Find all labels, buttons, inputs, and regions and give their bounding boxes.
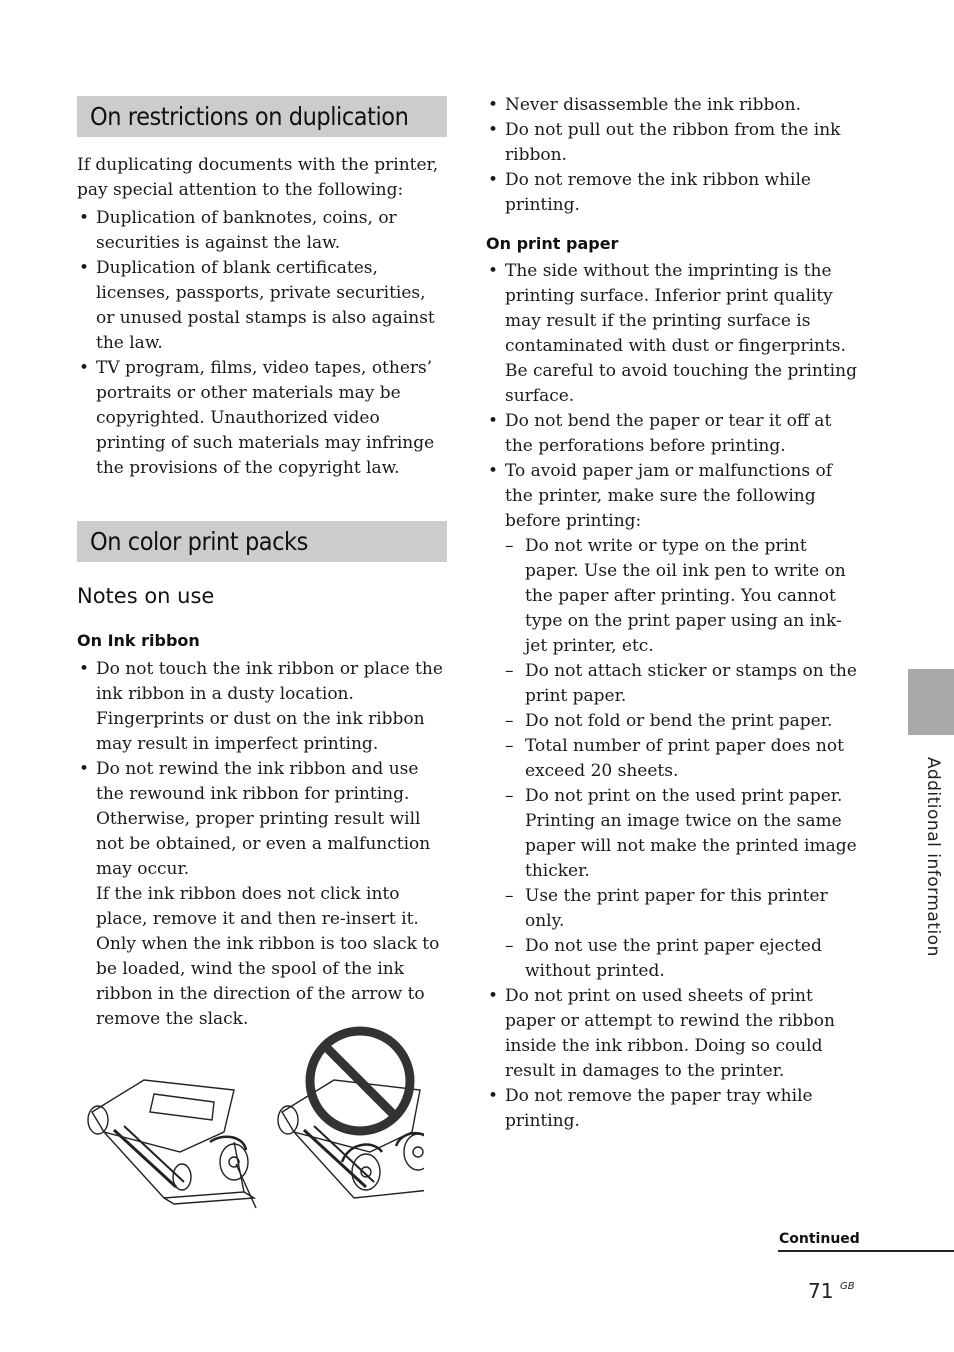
continued-rule (778, 1250, 954, 1252)
page-suffix: GB (840, 1281, 855, 1292)
section-title-color-packs: On color print packs (77, 521, 447, 562)
sub-list-item: – Do not print on the used print paper. Printing an image twice on the same paper will not make the printed image thicker. (505, 784, 860, 884)
ink-cartridge-ok-image (88, 1080, 256, 1208)
list-item: • Never disassemble the ink ribbon. (486, 93, 858, 118)
ink-cartridge-wrong-image (278, 1080, 424, 1198)
list-item: • Do not remove the ink ribbon while printing. (486, 168, 858, 218)
continued-label: Continued (779, 1231, 860, 1247)
section-tab-marker (908, 669, 954, 735)
duplication-list (77, 206, 449, 481)
notes-heading: Notes on use (77, 584, 215, 608)
sub-list-item: – Do not write or type on the print paper. Use the oil ink pen to write on the paper after printing. You cannot type on the print paper using an ink-jet printer, etc. (505, 534, 860, 659)
list-item: • Do not bend the paper or tear it off at the perforations before printing. (486, 409, 860, 459)
list-item-text: To avoid paper jam or malfunctions of the printer, make sure the following before printing: (505, 461, 833, 531)
list-item: • Duplication of blank certificates, licenses, passports, private securities, or unused postal stamps is also against the law. (77, 256, 449, 356)
page-number: 71 (808, 1279, 834, 1303)
list-item: • TV program, films, video tapes, others’ portraits or other materials may be copyrighted. Unauthorized video printing of such materials may infringe the provisions of the copyright law. (77, 356, 449, 481)
list-item: • Do not remove the paper tray while printing. (486, 1084, 860, 1134)
ink-ribbon-heading: On Ink ribbon (77, 631, 200, 650)
print-paper-heading: On print paper (486, 234, 619, 253)
ink-ribbon-extra: If the ink ribbon does not click into place, remove it and then re-insert it. Only when the ink ribbon is too slack to be loaded, wind the spool of the ink ribbon in the direction of the arrow to remove the slack. (96, 884, 440, 1029)
sub-list-item: – Total number of print paper does not exceed 20 sheets. (505, 734, 860, 784)
section-title-duplication: On restrictions on duplication (77, 96, 447, 137)
ink-ribbon-illustration (84, 1022, 424, 1212)
list-item (486, 459, 860, 984)
list-item: • Do not rewind the ink ribbon and use the rewound ink ribbon for printing. Otherwise, proper printing result will not be obtained, or even a malfunction may occur. (77, 757, 449, 882)
sub-list-item: – Do not attach sticker or stamps on the print paper. (505, 659, 860, 709)
sub-list-item: – Use the print paper for this printer only. (505, 884, 860, 934)
sub-list-item: – Do not fold or bend the print paper. (505, 709, 860, 734)
ink-ribbon-list-continued (486, 93, 858, 218)
print-paper-sublist (505, 534, 860, 984)
sub-list-item: – Do not use the print paper ejected without printed. (505, 934, 860, 984)
list-item: • Do not print on used sheets of print paper or attempt to rewind the ribbon inside the ink ribbon. Doing so could result in damages to the printer. (486, 984, 860, 1084)
list-item: • Do not pull out the ribbon from the ink ribbon. (486, 118, 858, 168)
list-item: • Do not touch the ink ribbon or place the ink ribbon in a dusty location. Fingerprints or dust on the ink ribbon may result in imperfect printing. (77, 657, 449, 757)
ink-ribbon-list (77, 657, 449, 882)
print-paper-list (486, 259, 860, 1134)
side-section-label: Additional information (923, 757, 943, 957)
list-item: • Duplication of banknotes, coins, or securities is against the law. (77, 206, 449, 256)
duplication-intro: If duplicating documents with the printer, pay special attention to the following: (77, 155, 439, 200)
list-item: • The side without the imprinting is the printing surface. Inferior print quality may result if the printing surface is contaminated with dust or fingerprints. Be careful to avoid touching the printing surface. (486, 259, 860, 409)
